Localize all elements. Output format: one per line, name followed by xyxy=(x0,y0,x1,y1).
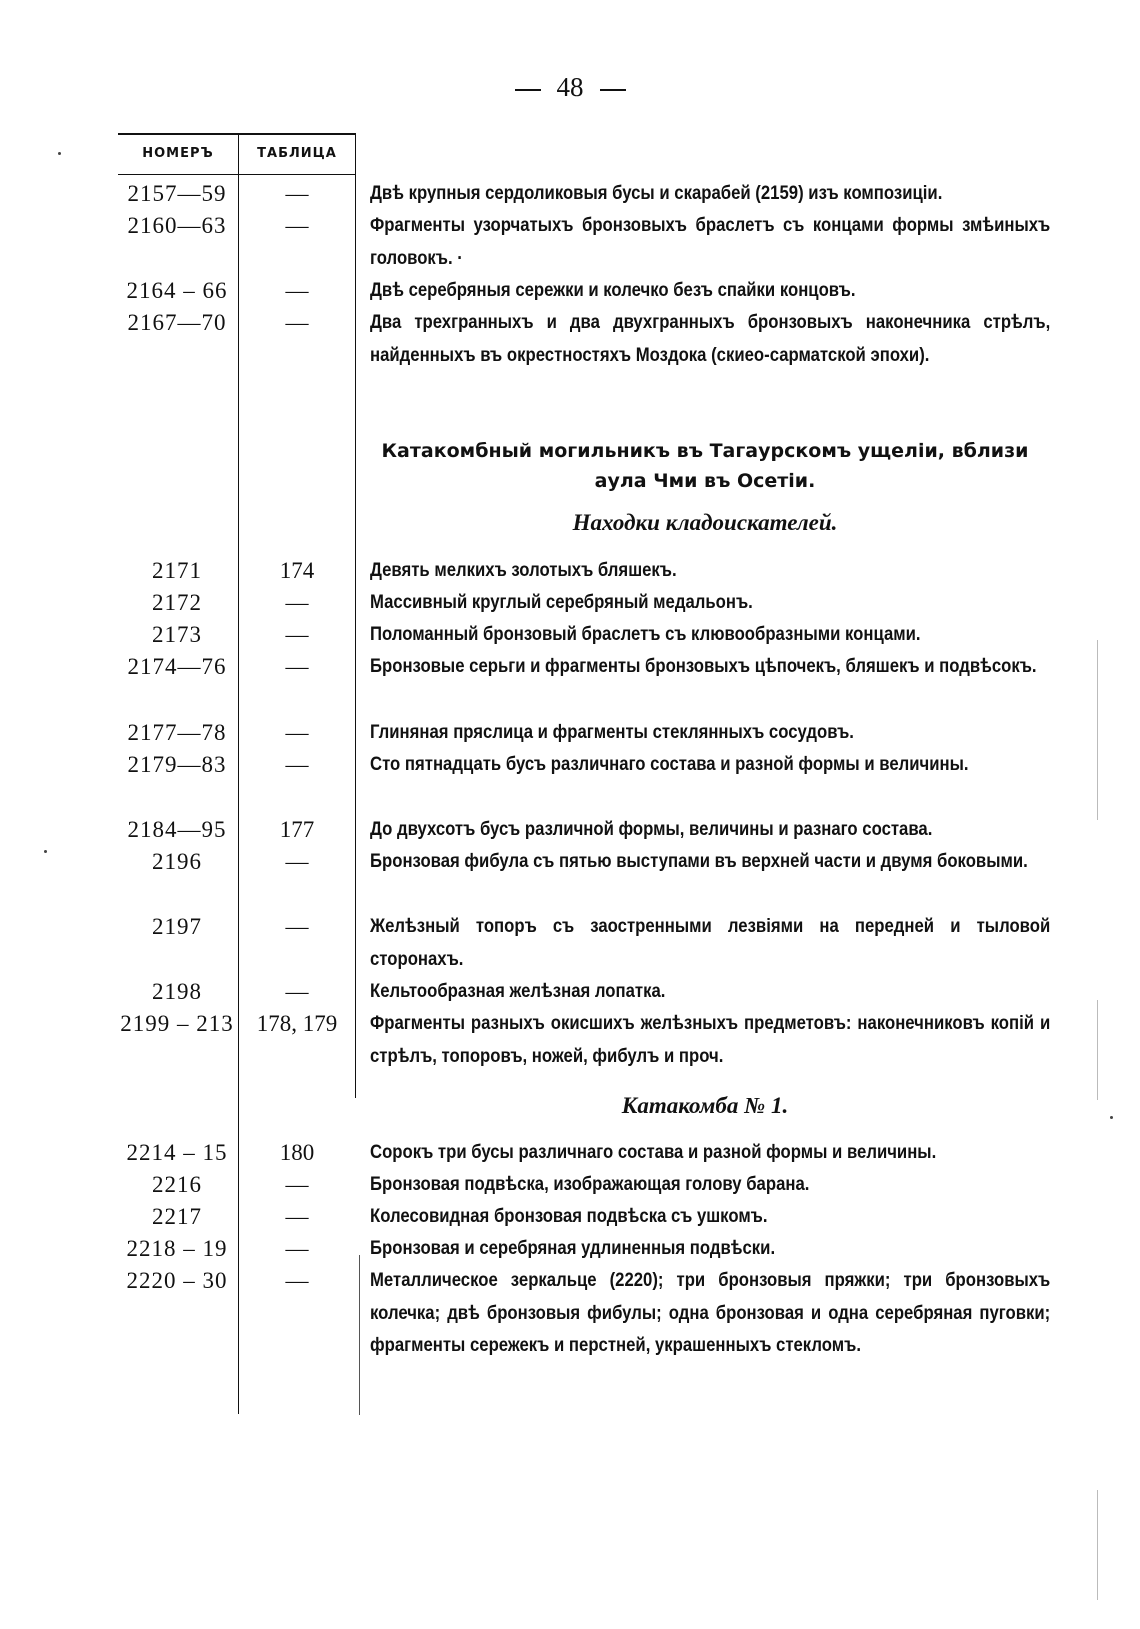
row-number: 2160—63 xyxy=(127,213,227,238)
header-table: ТАБЛИЦА xyxy=(257,146,337,161)
row-number: 2218 – 19 xyxy=(126,1236,228,1261)
row-description: Два трехгранныхъ и два двухгранныхъ бронзовыхъ наконечника стрѣлъ, найденныхъ въ окрестностяхъ Моздока (скиео-сарматской эпохи). xyxy=(370,312,1051,366)
row-number: 2197 xyxy=(152,914,202,939)
row-number: 2177—78 xyxy=(127,720,227,745)
row-description: Глиняная пряслица и фрагменты стеклянныхъ сосудовъ. xyxy=(370,722,854,743)
row-description: Кельтообразная желѣзная лопатка. xyxy=(370,981,666,1002)
subheading-finds: Находки кладоискателей. xyxy=(572,510,838,535)
row-description: Бронзовая фибула съ пятью выступами въ верхней части и двумя боковыми. xyxy=(370,851,1028,872)
scan-edge-line xyxy=(1097,1490,1098,1600)
page-number xyxy=(0,72,1140,103)
row-table: — xyxy=(285,979,309,1004)
row-number: 2157—59 xyxy=(127,181,227,206)
page-number-dash-left xyxy=(515,89,541,91)
row-table: — xyxy=(285,181,309,206)
row-description: Девять мелкихъ золотыхъ бляшекъ. xyxy=(370,560,677,581)
row-description: Бронзовая подвѣска, изображающая голову барана. xyxy=(370,1174,810,1195)
row-table: — xyxy=(285,622,309,647)
scan-edge-line xyxy=(1097,1000,1098,1100)
section-title: Катакомбный могильникъ въ Тагаурскомъ ущеліи, вблизи аула Чми въ Осетіи. xyxy=(381,440,1029,492)
row-table: — xyxy=(285,1268,309,1293)
column-divider-2-lower xyxy=(359,1255,360,1415)
row-description: Двѣ крупныя сердоликовыя бусы и скарабей (2159) изъ композиціи. xyxy=(370,183,943,204)
row-table: 178, 179 xyxy=(256,1011,338,1036)
row-description: Бронзовая и серебряная удлиненныя подвѣски. xyxy=(370,1238,776,1259)
row-table: 174 xyxy=(279,558,315,583)
row-description: Сорокъ три бусы различнаго состава и разной формы и величины. xyxy=(370,1142,937,1163)
row-description: Желѣзный топоръ съ заостренными лезвіями на передней и тыловой сторонахъ. xyxy=(370,916,1051,970)
row-number: 2171 xyxy=(152,558,202,583)
row-table: 180 xyxy=(279,1140,315,1165)
row-number: 2174—76 xyxy=(127,654,227,679)
header-number: НОМЕРЪ xyxy=(142,146,214,161)
row-number: 2217 xyxy=(152,1204,202,1229)
page-number-value: 48 xyxy=(556,72,584,102)
row-number: 2172 xyxy=(152,590,202,615)
row-description: Фрагменты узорчатыхъ бронзовыхъ браслетъ съ концами формы змѣиныхъ головокъ. · xyxy=(370,215,1051,269)
row-table: — xyxy=(285,213,309,238)
scan-speck xyxy=(1110,1116,1113,1119)
row-number: 2179—83 xyxy=(127,752,227,777)
row-table: — xyxy=(285,654,309,679)
table-top-rule xyxy=(118,133,356,135)
row-table: — xyxy=(285,1204,309,1229)
row-description: Сто пятнадцать бусъ различнаго состава и разной формы и величины. xyxy=(370,754,969,775)
row-table: — xyxy=(285,849,309,874)
table-header-rule xyxy=(118,174,356,175)
subheading-catacomb: Катакомба № 1. xyxy=(621,1093,789,1118)
row-table: — xyxy=(285,1172,309,1197)
scan-speck xyxy=(58,152,61,155)
row-table: — xyxy=(285,720,309,745)
row-table: — xyxy=(285,310,309,335)
row-number: 2220 – 30 xyxy=(126,1268,228,1293)
row-number: 2164 – 66 xyxy=(126,278,228,303)
row-number: 2173 xyxy=(152,622,202,647)
row-table: — xyxy=(285,590,309,615)
scan-speck xyxy=(44,850,47,853)
scan-edge-line xyxy=(1097,640,1098,820)
row-number: 2214 – 15 xyxy=(126,1140,228,1165)
row-table: — xyxy=(285,1236,309,1261)
row-description: Металлическое зеркальце (2220); три бронзовыя пряжки; три бронзовыхъ колечка; двѣ бронзовыя фибулы; одна бронзовая и одна серебряная пуговки; фрагменты сережекъ и перстней, украшенныхъ стекломъ. xyxy=(370,1270,1051,1356)
row-description: Бронзовые серьги и фрагменты бронзовыхъ цѣпочекъ, бляшекъ и подвѣсокъ. xyxy=(370,656,1037,677)
row-number: 2184—95 xyxy=(127,817,227,842)
row-number: 2216 xyxy=(152,1172,202,1197)
column-divider-2 xyxy=(355,134,356,1098)
row-table: 177 xyxy=(279,817,315,842)
row-description: До двухсотъ бусъ различной формы, величины и разнаго состава. xyxy=(370,819,933,840)
row-number: 2196 xyxy=(152,849,202,874)
row-number: 2167—70 xyxy=(127,310,227,335)
column-divider-1 xyxy=(238,134,239,1414)
row-number: 2199 – 213 xyxy=(120,1011,234,1036)
row-table: — xyxy=(285,278,309,303)
row-description: Двѣ серебряныя сережки и колечко безъ спайки концовъ. xyxy=(370,280,856,301)
row-table: — xyxy=(285,914,309,939)
row-description: Поломанный бронзовый браслетъ съ клювообразными концами. xyxy=(370,624,921,645)
page-number-dash-right xyxy=(600,89,626,91)
row-number: 2198 xyxy=(152,979,202,1004)
row-description: Фрагменты разныхъ окисшихъ желѣзныхъ предметовъ: наконечниковъ копій и стрѣлъ, топоровъ, ножей, фибулъ и проч. xyxy=(370,1013,1051,1067)
row-description: Колесовидная бронзовая подвѣска съ ушкомъ. xyxy=(370,1206,768,1227)
row-table: — xyxy=(285,752,309,777)
row-description: Массивный круглый серебряный медальонъ. xyxy=(370,592,753,613)
